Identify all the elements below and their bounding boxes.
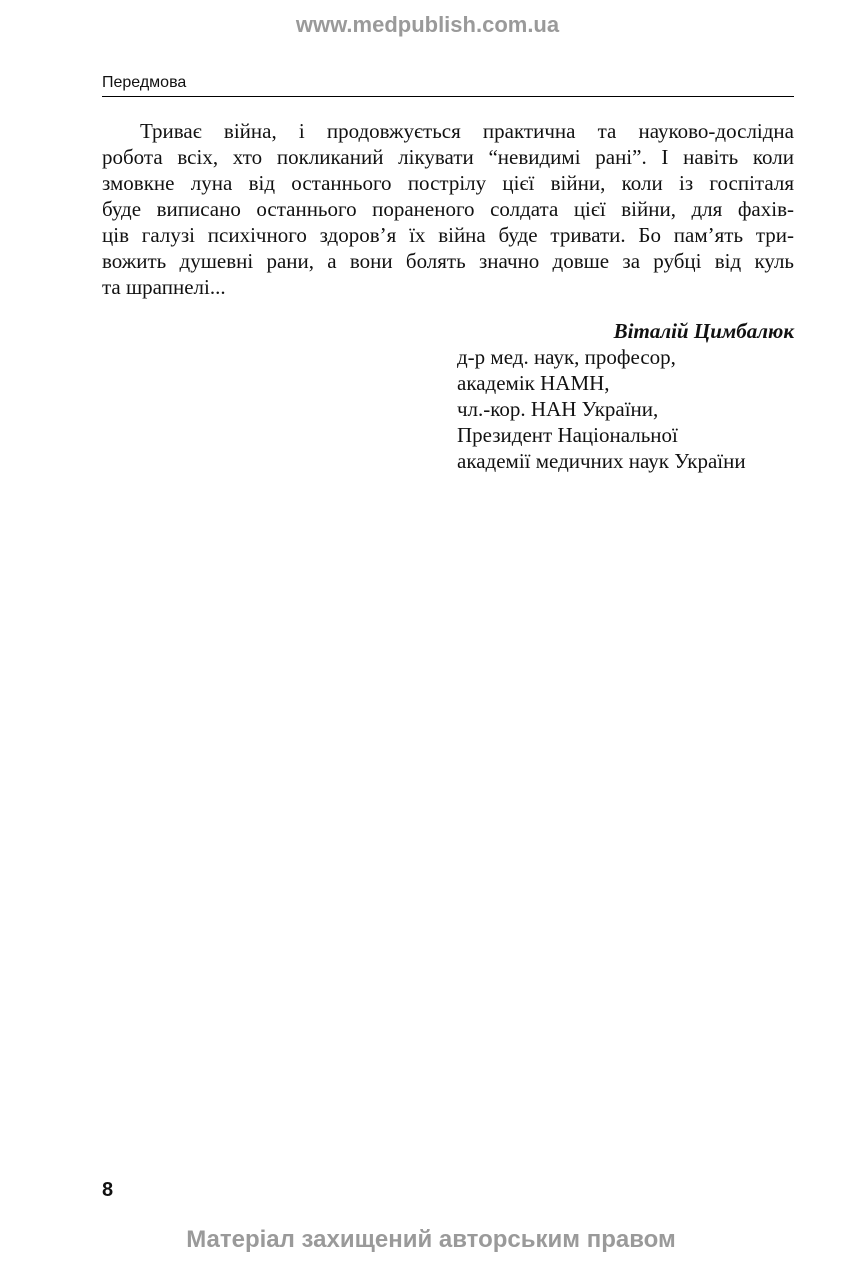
copyright-watermark: Матеріал захищений авторським правом <box>186 1226 676 1253</box>
watermark-url: www.medpublish.com.ua <box>295 12 560 37</box>
paragraph-line: змовкне луна від останнього пострілу цієї війни, коли із госпіталя <box>102 171 794 195</box>
author-title-line: Президент Національної <box>457 423 678 447</box>
author-title-line: д-р мед. наук, професор, <box>457 345 676 369</box>
paragraph-line: буде виписано останнього пораненого солдата цієї війни, для фахів- <box>102 197 794 221</box>
page-number: 8 <box>102 1179 114 1201</box>
signature-block <box>400 318 794 474</box>
paragraph-line: робота всіх, хто покликаний лікувати “невидимі рані”. І навіть коли <box>102 145 794 169</box>
author-title-line: чл.-кор. НАН України, <box>457 397 659 421</box>
author-title-line: академії медичних наук України <box>457 449 746 473</box>
author-title-line: академік НАМН, <box>457 371 610 395</box>
preface-paragraph <box>102 118 794 300</box>
running-head: Передмова <box>102 74 794 97</box>
author-name: Віталій Цимбалюк <box>613 319 794 343</box>
paragraph-line: та шрапнелі... <box>102 275 226 299</box>
paragraph-line: вожить душевні рани, а вони болять значно довше за рубці від куль <box>102 249 794 273</box>
paragraph-line: Триває війна, і продовжується практична та науково-дослідна <box>140 119 794 143</box>
paragraph-line: ців галузі психічного здоров’я їх війна буде тривати. Бо пам’ять три- <box>102 223 794 247</box>
